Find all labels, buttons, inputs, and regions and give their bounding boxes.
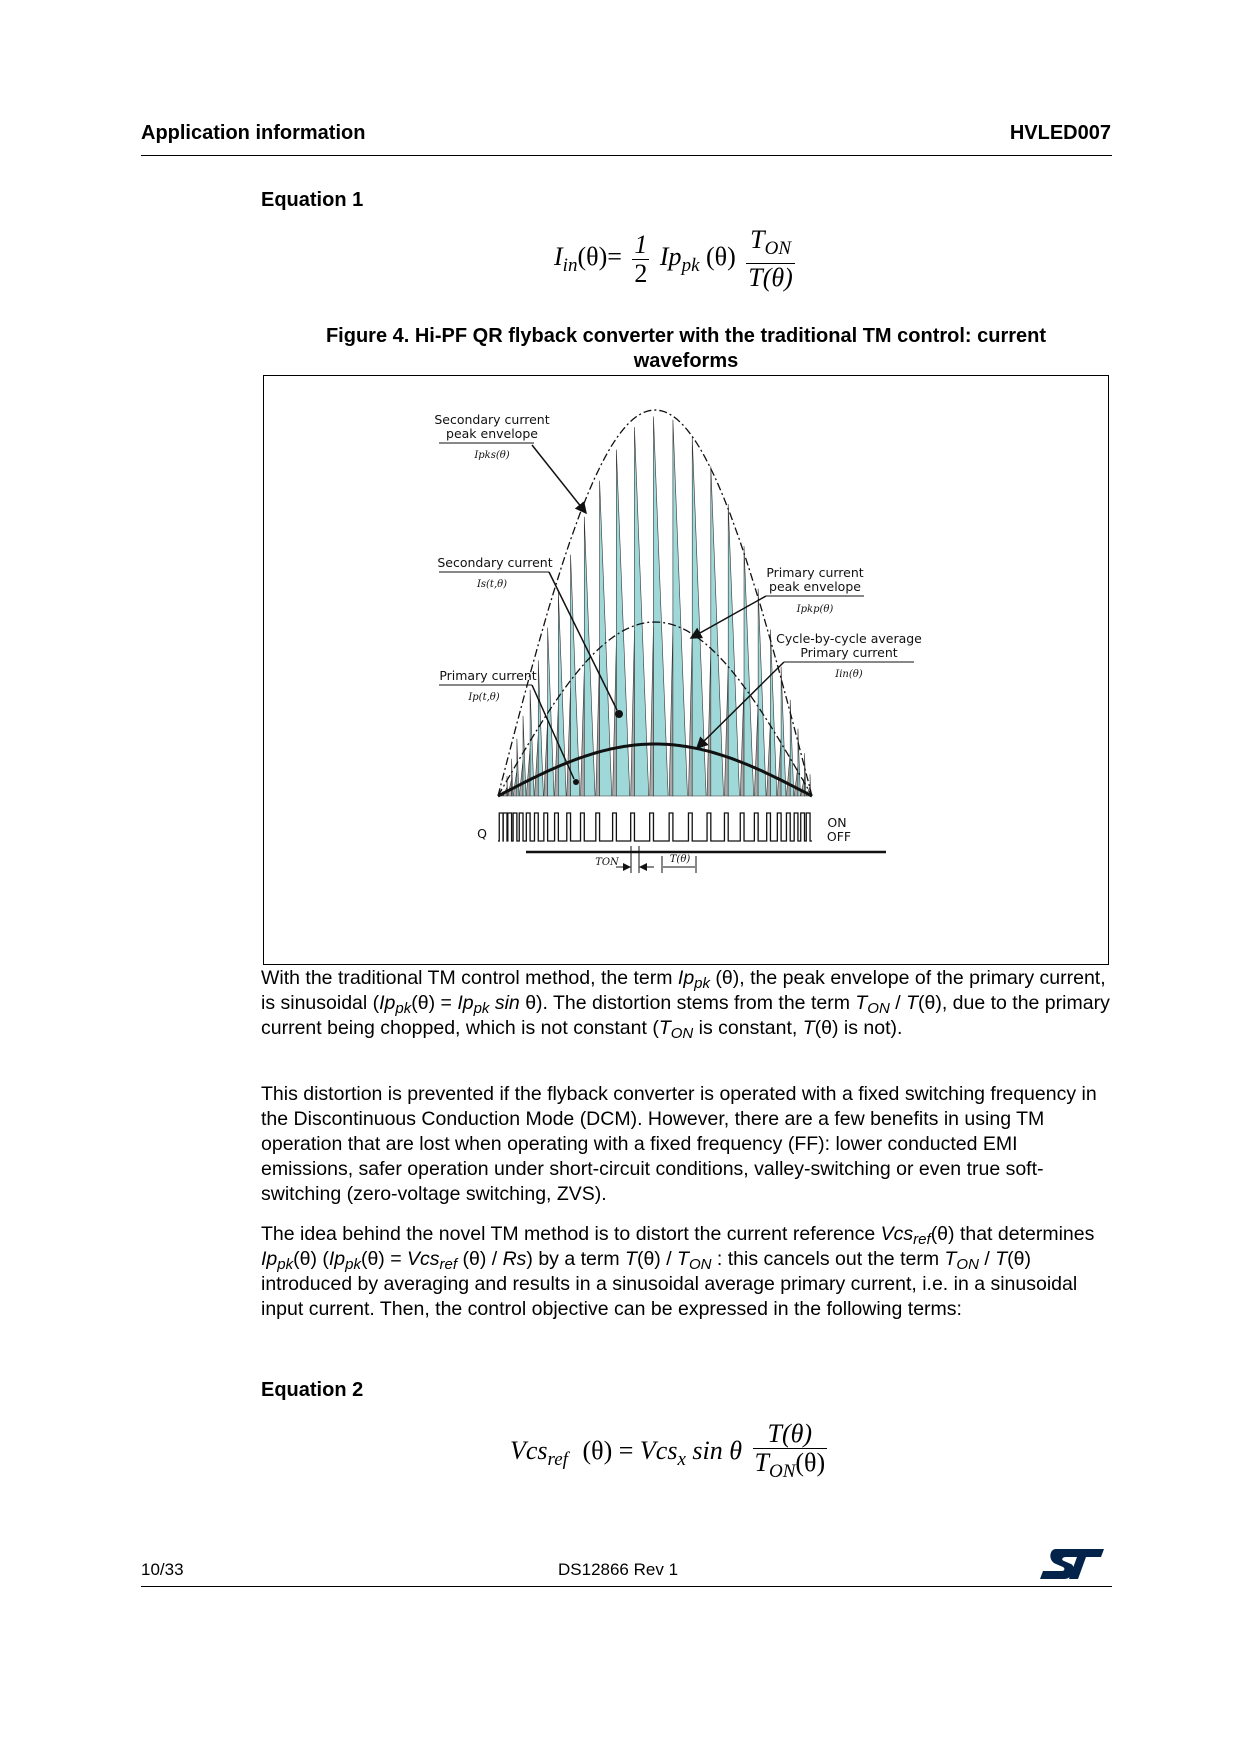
eq2-num: T(θ) [753, 1420, 828, 1449]
eq1-lhs-I: I [554, 241, 563, 271]
primary-current-triangle [555, 705, 559, 796]
dot-secondary-current [615, 710, 623, 718]
footer-page-number: 10/33 [141, 1560, 184, 1579]
equation-1 [554, 226, 799, 292]
secondary-current-triangle [673, 420, 688, 796]
primary-current-triangle [650, 626, 654, 796]
p1-t5: / [889, 992, 907, 1014]
paragraph-3 [261, 1222, 1111, 1322]
equation-2 [510, 1420, 831, 1486]
label-secondary-envelope-line1: Secondary current [434, 412, 550, 427]
label-primary-current-symbol: Ip(t,θ) [468, 692, 500, 703]
eq2-x: x [677, 1448, 686, 1470]
p1-ip3: Ip [457, 992, 474, 1014]
eq2-den-T: T [754, 1448, 769, 1477]
label-off: OFF [826, 829, 852, 844]
eq2-arg: (θ) = [582, 1435, 634, 1465]
eq1-frac-num-sub: ON [764, 238, 791, 259]
p3-pk: pk [277, 1256, 294, 1273]
footer-doc-id: DS12866 Rev 1 [558, 1560, 679, 1579]
label-secondary-envelope-line2: peak envelope [446, 426, 538, 441]
eq2-ref: ref [547, 1448, 568, 1470]
timing-markers [595, 846, 696, 873]
p3-t4: (θ) = [360, 1248, 408, 1270]
p3-T3: T [944, 1248, 957, 1270]
eq1-half-num: 1 [634, 229, 648, 259]
equation-1-label: Equation 1 [261, 189, 364, 211]
secondary-current-triangle [798, 729, 800, 796]
p1-on2: ON [670, 1025, 694, 1042]
p1-t2: (θ), the peak envelope of the primary current, is sinusoidal ( [261, 967, 1106, 1014]
footer-rule [141, 1586, 1112, 1587]
eq1-frac-num [746, 226, 795, 264]
primary-current-triangle [786, 753, 790, 796]
p1-pk: pk [694, 975, 711, 992]
label-secondary-envelope-symbol: Ipks(θ) [474, 450, 510, 461]
eq2-den [753, 1449, 828, 1486]
p1-t8: (θ) is not). [814, 1017, 903, 1039]
p3-t2: (θ) that determines [930, 1223, 1095, 1245]
p3-t5: (θ) / [457, 1248, 503, 1270]
p3-ip2: Ip [328, 1248, 346, 1270]
equation-2-label: Equation 2 [261, 1379, 364, 1401]
primary-current-triangle [581, 671, 585, 796]
secondary-current-triangle [653, 417, 668, 796]
label-primary-current-line1: Primary current [439, 668, 537, 683]
primary-current-triangle [669, 628, 673, 796]
label-primary-envelope-line1: Primary current [766, 565, 864, 580]
primary-current-triangle [526, 748, 530, 796]
p3-t6: ) by a term [526, 1248, 626, 1270]
p3-pk2: pk [345, 1256, 361, 1273]
header-rule [141, 155, 1112, 156]
p1-T1: T [855, 992, 868, 1014]
primary-current-triangle [534, 735, 538, 796]
secondary-current-triangle [711, 466, 724, 796]
eq1-frac-den: T(θ) [748, 263, 793, 292]
p3-T1: T [625, 1248, 637, 1270]
p3-t10: (θ) introduced by averaging and results in a sinusoidal average primary current, i.e. in a sinusoidal input current. Then, the control objective can be expressed in the following terms: [261, 1248, 1078, 1320]
p1-ip2: Ip [379, 992, 396, 1014]
primary-current-triangle [754, 703, 758, 796]
p1-t6: (θ), due to the primary current being chopped, which is not constant ( [261, 992, 1110, 1039]
p3-t1: The idea behind the novel TM method is to distort the current reference [261, 1223, 881, 1245]
p3-vcs: Vcs [880, 1223, 914, 1245]
secondary-current-triangle [770, 630, 776, 796]
label-ton: TON [595, 857, 619, 868]
header-section-title: Application information [141, 122, 366, 144]
eq1-ip: Ip [659, 241, 682, 271]
figure-caption [261, 324, 1111, 374]
eq1-ip-sub: pk [681, 254, 700, 276]
current-triangles [499, 417, 810, 796]
paragraph-1 [261, 966, 1111, 1041]
secondary-current-triangle [634, 427, 648, 796]
p3-t9: / [978, 1248, 996, 1270]
p1-t4: θ). The distortion stems from the term [519, 992, 856, 1014]
primary-current-triangle [777, 738, 781, 796]
eq2-frac [753, 1420, 828, 1486]
p1-T2: T [906, 992, 918, 1014]
eq1-lhs-arg: (θ)= [577, 241, 622, 271]
st-logo [1038, 1546, 1106, 1582]
secondary-current-triangle [728, 504, 739, 796]
p3-T2: T [677, 1248, 689, 1270]
p1-pk2: pk [395, 1000, 412, 1017]
eq2-den-sub: ON [768, 1461, 796, 1482]
p1-on1: ON [867, 1000, 890, 1017]
p1-T4: T [802, 1017, 815, 1039]
primary-current-triangle [519, 760, 523, 796]
p3-t3: (θ) ( [293, 1248, 329, 1270]
p3-on2: ON [956, 1256, 979, 1273]
primary-current-triangle [567, 688, 571, 796]
secondary-current-triangle [692, 437, 706, 796]
p3-ref2: ref [439, 1256, 458, 1273]
gate-signal-waveform [498, 813, 812, 841]
label-average-line2: Primary current [800, 645, 898, 660]
label-average-line1: Cycle-by-cycle average [776, 631, 922, 646]
paragraph-2: This distortion is prevented if the flyback converter is operated with a fixed switching frequency in the Discontinuous Conduction Mode (DCM). However, there are a few benefits in using TM operation that are lost when operating with a fixed frequency (FF): lower conducted EMI emissions, safer operation under short-circuit conditions, valley-switching or even true soft-switching (zero-voltage switching, ZVS). [261, 1083, 1097, 1205]
eq2-vcs2: Vcs [639, 1435, 678, 1465]
eq2-den-arg: (θ) [795, 1448, 826, 1477]
p3-ip: Ip [261, 1248, 278, 1270]
eq1-lhs-sub: in [562, 254, 578, 276]
figure-caption-line1: Figure 4. Hi-PF QR flyback converter with the traditional TM control: current [325, 325, 1047, 347]
primary-current-triangle [513, 770, 517, 796]
p1-pk3: pk [473, 1000, 490, 1017]
primary-current-triangle [740, 684, 744, 796]
figure-4-box [263, 375, 1109, 965]
label-average-symbol: Iin(θ) [835, 669, 863, 680]
p3-ref: ref [913, 1231, 931, 1248]
secondary-current-triangle [804, 753, 805, 796]
label-secondary-envelope [434, 412, 586, 513]
p3-on1: ON [688, 1256, 712, 1273]
p1-t7: is constant, [693, 1017, 803, 1039]
primary-current-triangle [707, 649, 711, 796]
eq2-vcs: Vcs [510, 1435, 548, 1465]
header-doc-name: HVLED007 [1009, 122, 1111, 144]
secondary-current-triangle [616, 450, 629, 796]
primary-current-triangle [596, 655, 600, 796]
eq1-frac [746, 226, 795, 292]
primary-current-triangle [544, 721, 548, 796]
primary-current-triangle [724, 665, 728, 796]
label-primary-envelope-symbol: Ipkp(θ) [796, 604, 834, 615]
label-primary-envelope-line2: peak envelope [769, 579, 861, 594]
eq1-frac-num-T: T [750, 225, 765, 254]
p1-t3: (θ) = [411, 992, 458, 1014]
p3-t7: (θ) / [636, 1248, 678, 1270]
label-q: Q [477, 826, 487, 841]
eq1-half-den: 2 [634, 258, 648, 288]
p3-rs: Rs [502, 1248, 527, 1270]
primary-current-triangle [631, 631, 635, 796]
primary-current-triangle [767, 722, 771, 796]
arrow-secondary-envelope [532, 445, 586, 513]
figure-4-diagram [264, 376, 1108, 964]
primary-current-triangle [613, 641, 617, 796]
p3-T4: T [995, 1248, 1008, 1270]
p1-T3: T [658, 1017, 671, 1039]
primary-current-triangle [688, 635, 692, 796]
p3-t8: : this cancels out the term [711, 1248, 945, 1270]
primary-current-triangle [794, 766, 798, 796]
label-secondary-current-line1: Secondary current [437, 555, 553, 570]
p1-sin: sin [489, 992, 520, 1014]
eq1-ip-arg: (θ) [706, 241, 736, 271]
dot-primary-current [573, 779, 579, 785]
p1-t1: With the traditional TM control method, the term [261, 967, 678, 989]
label-on: ON [827, 815, 847, 830]
secondary-current-triangle [744, 546, 754, 796]
label-secondary-current-symbol: Is(t,θ) [476, 579, 508, 590]
p1-ip: Ip [677, 967, 695, 989]
p3-vcs2: Vcs [407, 1248, 440, 1270]
figure-caption-line2: waveforms [633, 350, 739, 372]
eq2-sin: sin θ [692, 1435, 742, 1465]
label-t-theta: T(θ) [669, 854, 691, 865]
eq1-half [632, 231, 649, 288]
